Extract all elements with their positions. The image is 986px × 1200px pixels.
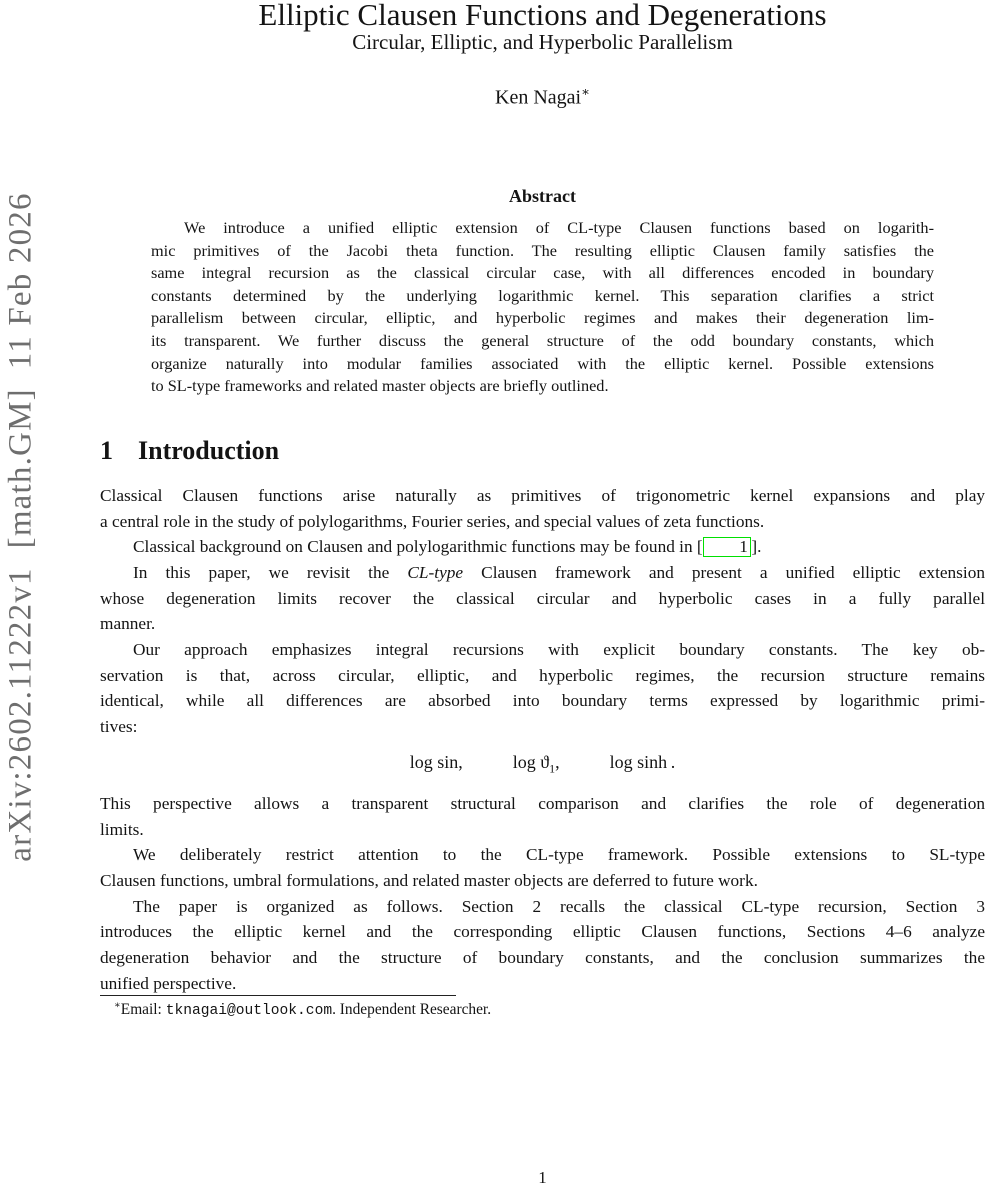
equation-term: log sin, bbox=[409, 751, 463, 772]
text-line: Our approach emphasizes integral recursions with explicit boundary constants. The key ob- bbox=[133, 639, 985, 659]
display-equation bbox=[100, 747, 985, 785]
body-blocks bbox=[100, 483, 985, 996]
text-line: This perspective allows a transparent structural comparison and clarifies the role of degeneration bbox=[100, 794, 985, 814]
text-line: degeneration behavior and the structure of boundary constants, and the conclusion summarizes the bbox=[100, 948, 985, 968]
text-line: constants determined by the underlying logarithmic kernel. This separation clarifies a strict bbox=[151, 285, 934, 305]
text-line: unified perspective. bbox=[100, 973, 237, 993]
text-line: Classical background on Clausen and polylogarithmic functions may be found in [ 1 ]. bbox=[133, 537, 762, 557]
text-line: We introduce a unified elliptic extension of CL-type Clausen functions based on logarith- bbox=[184, 218, 934, 237]
text-line: Classical Clausen functions arise naturally as primitives of trigonometric kernel expansions and play bbox=[100, 486, 985, 505]
text-line: The paper is organized as follows. Section 2 recalls the classical CL-type recursion, Section 3 bbox=[133, 896, 985, 916]
text-line: to SL-type frameworks and related master objects are briefly outlined. bbox=[151, 376, 609, 396]
text-line: parallelism between circular, elliptic, and hyperbolic regimes and makes their degeneration lim- bbox=[151, 308, 934, 328]
paper-subtitle: Circular, Elliptic, and Hyperbolic Parallelism bbox=[352, 30, 733, 54]
section-heading bbox=[100, 436, 985, 466]
author-name: Ken Nagai bbox=[495, 86, 582, 109]
footnote-mark: ∗ bbox=[114, 1000, 121, 1011]
equation-term: log sinh . bbox=[609, 751, 676, 772]
paragraph bbox=[100, 894, 985, 997]
text-line: limits. bbox=[100, 819, 144, 839]
paragraph bbox=[100, 483, 985, 534]
text-line: We deliberately restrict attention to the CL-type framework. Possible extensions to SL-type bbox=[133, 845, 985, 865]
text-line: a central role in the study of polylogarithms, Fourier series, and special values of zeta functions. bbox=[100, 511, 765, 531]
paragraph bbox=[100, 842, 985, 893]
text-line: In this paper, we revisit the CL-type Clausen framework and present a unified elliptic extension bbox=[133, 562, 985, 582]
text-line: organize naturally into modular families associated with the elliptic kernel. Possible extensions bbox=[151, 353, 934, 373]
page-number: 1 bbox=[538, 1168, 547, 1187]
text-line: manner. bbox=[100, 614, 156, 634]
paragraph bbox=[100, 560, 985, 637]
text-line: tives: bbox=[100, 716, 138, 736]
equation-term: $\log ϑ_1$, bbox=[512, 751, 560, 776]
citation-link-1[interactable]: 1 bbox=[703, 537, 752, 557]
text-line: same integral recursion as the classical circular case, with all differences encoded in boundary bbox=[151, 263, 934, 283]
text-line: whose degeneration limits recover the classical circular and hyperbolic cases in a fully parallel bbox=[100, 588, 985, 608]
abstract-heading: Abstract bbox=[509, 186, 576, 206]
text-line: its transparent. We further discuss the general structure of the odd boundary constants, which bbox=[151, 330, 934, 350]
footnote-tail: . Independent Researcher. bbox=[332, 1001, 492, 1019]
text-line: Clausen functions, umbral formulations, and related master objects are deferred to future work. bbox=[100, 871, 758, 891]
paper-title: Elliptic Clausen Functions and Degenerations bbox=[258, 0, 827, 32]
footnote-text bbox=[100, 1000, 985, 1019]
footnote bbox=[100, 995, 985, 1019]
text-line: mic primitives of the Jacobi theta function. The resulting elliptic Clausen family satisfies the bbox=[151, 240, 934, 260]
footnote-rule bbox=[100, 995, 456, 996]
arxiv-watermark: arXiv:2602.11222v1 [math.GM] 11 Feb 2026 bbox=[2, 192, 39, 862]
paragraph bbox=[100, 534, 985, 560]
author-line bbox=[100, 84, 985, 110]
text-line: introduces the elliptic kernel and the corresponding elliptic Clausen functions, Sections 4–6 analyze bbox=[100, 922, 985, 942]
paragraph bbox=[100, 791, 985, 842]
text-line: identical, while all differences are absorbed into boundary terms expressed by logarithmic primi- bbox=[100, 691, 985, 711]
footnote-label: Email: bbox=[120, 1001, 166, 1019]
paragraph bbox=[100, 637, 985, 740]
footnote-email: tknagai@outlook.com bbox=[165, 1003, 333, 1020]
text-line: servation is that, across circular, elliptic, and hyperbolic regimes, the recursion structure remains bbox=[100, 665, 985, 685]
abstract-body bbox=[151, 217, 934, 398]
section-number: 1 bbox=[100, 436, 113, 465]
author-footnote-mark: ∗ bbox=[581, 84, 590, 99]
section-title: Introduction bbox=[138, 436, 280, 465]
